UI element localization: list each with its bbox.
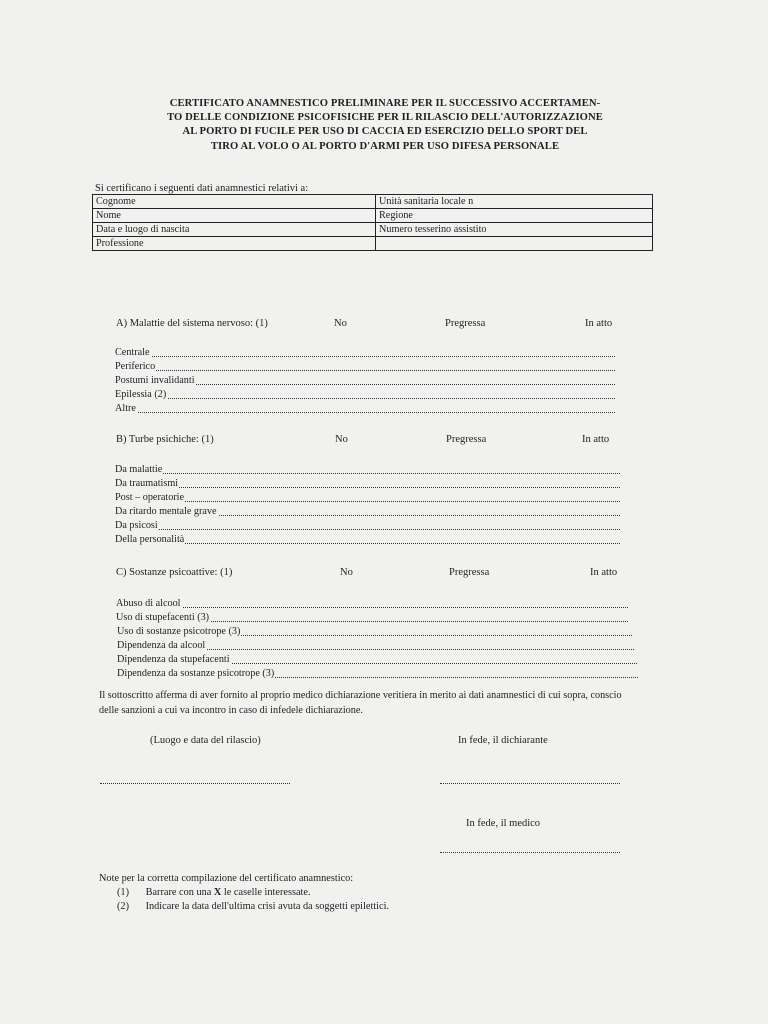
table-row [93,237,653,251]
list-item[interactable]: Dipendenza da alcool [117,639,634,653]
list-item[interactable]: Uso di stupefacenti (3) [116,611,628,625]
list-item[interactable]: Centrale [115,346,615,360]
list-item[interactable]: Da ritardo mentale grave [115,505,620,519]
list-item[interactable]: Post – operatorie [115,491,620,505]
section-b-heading: B) Turbe psichiche: (1) [116,434,214,445]
title-line: CERTIFICATO ANAMNESTICO PRELIMINARE PER IL SUCCESSIVO ACCERTAMEN- [169,98,601,109]
note-text: Barrare con una [145,887,214,898]
declaration-line: Il sottoscritto afferma di aver fornito al proprio medico dichiarazione veritiera in merito ai dati anamnestici di cui sopra, conscio [99,690,622,701]
section-a-pregressa[interactable]: Pregressa [445,318,486,329]
notes-section [99,872,389,914]
note-mark: X [213,887,222,898]
personal-data-table [92,194,653,251]
cell-data-luogo-nascita[interactable]: Data e luogo di nascita [93,223,376,237]
list-item[interactable]: Uso di sostanze psicotrope (3) [117,625,632,639]
section-c-no[interactable]: No [340,567,353,578]
cell-usl[interactable]: Unità sanitaria locale n [376,195,653,209]
section-a-in-atto[interactable]: In atto [585,318,613,329]
cell-cognome[interactable]: Cognome [93,195,376,209]
list-item[interactable]: Epilessia (2) [115,388,615,402]
section-a-no[interactable]: No [334,318,347,329]
section-c-pregressa[interactable]: Pregressa [449,567,490,578]
list-item[interactable]: Postumi invalidanti [115,374,615,388]
cell-tesserino[interactable]: Numero tesserino assistito [376,223,653,237]
cell-regione[interactable]: Regione [376,209,653,223]
cell-professione[interactable]: Professione [93,237,376,251]
list-item[interactable]: Dipendenza da sostanze psicotrope (3) [117,667,638,681]
table-row [93,195,653,209]
list-item[interactable]: Abuso di alcool [116,597,628,611]
list-item[interactable]: Da psicosi [115,519,620,533]
intro-text: Si certificano i seguenti dati anamnestici relativi a: [95,183,309,194]
table-row [93,223,653,237]
note-number: (2) [117,901,130,912]
title-line: TO DELLE CONDIZIONE PSICOFISICHE PER IL RILASCIO DELL'AUTORIZZAZIONE [167,112,603,124]
list-item[interactable]: Dipendenza da stupefacenti [117,653,637,667]
cell-empty[interactable] [376,237,653,251]
section-c-in-atto[interactable]: In atto [590,567,618,578]
section-c-heading: C) Sostanze psicoattive: (1) [116,567,233,578]
note-item [99,886,389,900]
note-text: Indicare la data dell'ultima crisi avuta da soggetti epilettici. [145,901,390,912]
place-date-label: (Luogo e data del rilascio) [150,735,261,746]
list-item[interactable]: Della personalità [115,533,620,547]
title-line: TIRO AL VOLO O AL PORTO D'ARMI PER USO DIFESA PERSONALE [210,140,560,152]
declarant-label: In fede, il dichiarante [458,735,548,746]
place-date-signature-line[interactable] [100,782,290,784]
declarant-signature-line[interactable] [440,782,620,784]
list-item[interactable]: Da traumatismi [115,477,620,491]
note-item [99,900,389,914]
declaration-line: delle sanzioni a cui va incontro in caso di infedele dichiarazione. [99,705,363,716]
list-item[interactable]: Da malattie [115,463,620,477]
note-text: le caselle interessate. [221,887,311,898]
title-line: AL PORTO DI FUCILE PER USO DI CACCIA ED ESERCIZIO DELLO SPORT DEL [182,126,588,138]
doctor-label: In fede, il medico [466,818,541,829]
notes-heading: Note per la corretta compilazione del certificato anamnestico: [99,873,354,884]
list-item[interactable]: Altre [115,402,615,416]
section-b-in-atto[interactable]: In atto [582,434,610,445]
section-b-pregressa[interactable]: Pregressa [446,434,487,445]
doctor-signature-line[interactable] [440,851,620,853]
cell-nome[interactable]: Nome [93,209,376,223]
section-b-no[interactable]: No [335,434,348,445]
table-row [93,209,653,223]
note-number: (1) [117,887,130,898]
list-item[interactable]: Periferico [115,360,615,374]
section-a-heading: A) Malattie del sistema nervoso: (1) [116,318,268,329]
document-title [140,97,630,154]
